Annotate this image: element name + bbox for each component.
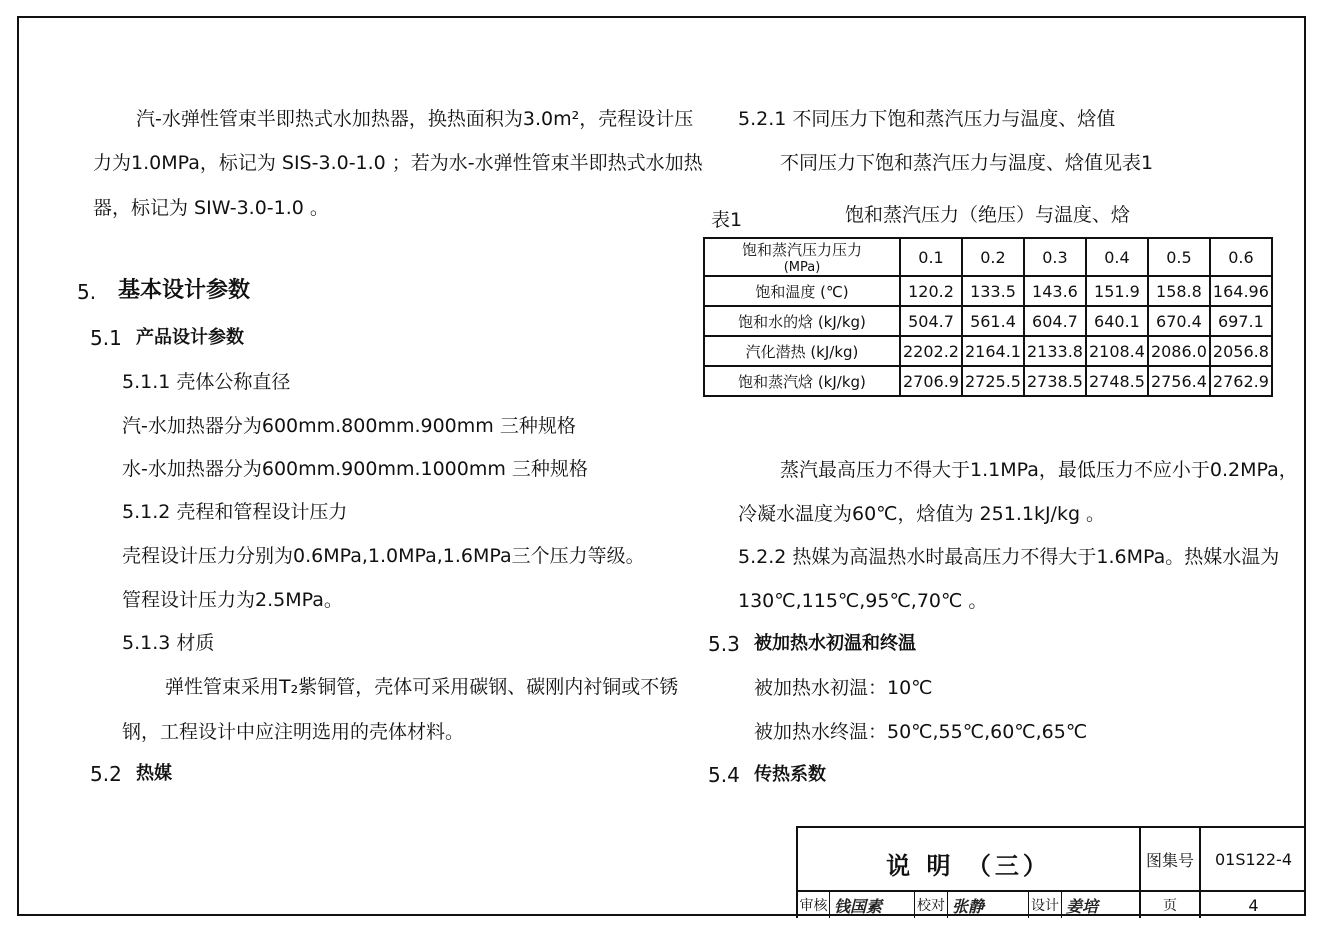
section-heading: 被加热水初温和终温 bbox=[754, 633, 916, 654]
table-cell: 2108.4 bbox=[1086, 336, 1148, 366]
check-signature: 张静 bbox=[952, 897, 985, 916]
table-cell: 151.9 bbox=[1086, 276, 1148, 306]
check-label: 校对 bbox=[914, 892, 948, 918]
table-cell: 158.8 bbox=[1148, 276, 1210, 306]
section-number: 5.1 bbox=[90, 326, 122, 350]
header-label-unit: (MPa) bbox=[783, 260, 821, 275]
atlas-number: 01S122-4 bbox=[1201, 828, 1306, 892]
table-cell: 143.6 bbox=[1024, 276, 1086, 306]
paragraph-line: 汽-水弹性管束半即热式水加热器，换热面积为3.0m²，壳程设计压 bbox=[136, 108, 694, 130]
table-row bbox=[704, 336, 1272, 366]
paragraph-line: 130℃,115℃,95℃,70℃ 。 bbox=[738, 590, 988, 612]
table-header-label bbox=[704, 238, 900, 276]
table-cell: 2202.2 bbox=[900, 336, 962, 366]
pressure-cell: 0.3 bbox=[1024, 238, 1086, 276]
paragraph-line: 力为1.0MPa，标记为 SIS-3.0-1.0 ；若为水-水弹性管束半即热式水加热 bbox=[93, 152, 703, 174]
title-cell bbox=[798, 828, 1141, 892]
table-header-row bbox=[704, 238, 1272, 276]
section-heading: 热媒 bbox=[136, 763, 172, 784]
paragraph-line: 管程设计压力为2.5MPa。 bbox=[122, 589, 343, 611]
table-cell: 164.96 bbox=[1210, 276, 1272, 306]
section-number: 5.3 bbox=[708, 632, 740, 656]
table-title: 饱和蒸汽压力（绝压）与温度、焓 bbox=[845, 204, 1131, 226]
section-heading: 产品设计参数 bbox=[136, 327, 244, 348]
table-cell: 640.1 bbox=[1086, 306, 1148, 336]
paragraph-line: 5.2.2 热媒为高温热水时最高压力不得大于1.6MPa。热媒水温为 bbox=[738, 546, 1280, 568]
row-label: 汽化潜热 (kJ/kg) bbox=[704, 336, 900, 366]
row-label: 饱和温度 (℃) bbox=[704, 276, 900, 306]
pressure-cell: 0.4 bbox=[1086, 238, 1148, 276]
paragraph-line: 蒸汽最高压力不得大于1.1MPa，最低压力不应小于0.2MPa， bbox=[780, 459, 1298, 481]
paragraph-line: 壳程设计压力分别为0.6MPa,1.0MPa,1.6MPa三个压力等级。 bbox=[122, 545, 645, 567]
table-cell: 133.5 bbox=[962, 276, 1024, 306]
table-row bbox=[704, 366, 1272, 396]
subsection-heading: 5.1.1 壳体公称直径 bbox=[122, 371, 291, 393]
table-row bbox=[704, 276, 1272, 306]
table-cell: 504.7 bbox=[900, 306, 962, 336]
page-label: 页 bbox=[1141, 892, 1201, 918]
table-cell: 670.4 bbox=[1148, 306, 1210, 336]
subsection-heading: 5.1.2 壳程和管程设计压力 bbox=[122, 501, 348, 523]
header-label-line: 饱和蒸汽压力压力 bbox=[741, 241, 862, 259]
section-number: 5.4 bbox=[708, 763, 740, 787]
paragraph-line: 汽-水加热器分为600mm.800mm.900mm 三种规格 bbox=[122, 415, 576, 437]
table-cell: 604.7 bbox=[1024, 306, 1086, 336]
table-cell: 2738.5 bbox=[1024, 366, 1086, 396]
table-cell: 2725.5 bbox=[962, 366, 1024, 396]
paragraph-line: 不同压力下饱和蒸汽压力与温度、焓值见表1 bbox=[780, 152, 1154, 174]
table-cell: 2133.8 bbox=[1024, 336, 1086, 366]
section-number: 5. bbox=[77, 280, 97, 304]
title-block bbox=[796, 826, 1306, 918]
table-cell: 2756.4 bbox=[1148, 366, 1210, 396]
subsection-heading: 5.2.1 不同压力下饱和蒸汽压力与温度、焓值 bbox=[738, 108, 1116, 130]
paragraph-line: 水-水加热器分为600mm.900mm.1000mm 三种规格 bbox=[122, 458, 588, 480]
table-cell: 120.2 bbox=[900, 276, 962, 306]
review-signature: 钱国素 bbox=[834, 897, 883, 916]
paragraph-line: 钢，工程设计中应注明选用的壳体材料。 bbox=[122, 721, 465, 743]
steam-table bbox=[703, 237, 1273, 397]
table-cell: 2748.5 bbox=[1086, 366, 1148, 396]
row-label: 饱和水的焓 (kJ/kg) bbox=[704, 306, 900, 336]
atlas-label: 图集号 bbox=[1141, 828, 1201, 892]
row-label: 饱和蒸汽焓 (kJ/kg) bbox=[704, 366, 900, 396]
table-cell: 2164.1 bbox=[962, 336, 1024, 366]
design-signature: 姜培 bbox=[1066, 897, 1099, 916]
design-label: 设计 bbox=[1028, 892, 1062, 918]
pressure-cell: 0.1 bbox=[900, 238, 962, 276]
pressure-cell: 0.5 bbox=[1148, 238, 1210, 276]
paragraph-line: 冷凝水温度为60℃，焓值为 251.1kJ/kg 。 bbox=[738, 503, 1106, 525]
table-cell: 2056.8 bbox=[1210, 336, 1272, 366]
table-label: 表1 bbox=[711, 209, 743, 231]
table-cell: 2706.9 bbox=[900, 366, 962, 396]
table-row bbox=[704, 306, 1272, 336]
paragraph-line: 被加热水终温：50℃,55℃,60℃,65℃ bbox=[754, 721, 1088, 743]
section-number: 5.2 bbox=[90, 762, 122, 786]
section-heading: 基本设计参数 bbox=[118, 278, 251, 303]
pressure-cell: 0.2 bbox=[962, 238, 1024, 276]
paragraph-line: 被加热水初温：10℃ bbox=[754, 677, 933, 699]
paragraph-line: 器，标记为 SIW-3.0-1.0 。 bbox=[93, 197, 329, 219]
table-cell: 2086.0 bbox=[1148, 336, 1210, 366]
table-cell: 2762.9 bbox=[1210, 366, 1272, 396]
pressure-cell: 0.6 bbox=[1210, 238, 1272, 276]
table-cell: 697.1 bbox=[1210, 306, 1272, 336]
paragraph-line: 弹性管束采用T₂紫铜管，壳体可采用碳钢、碳刚内衬铜或不锈 bbox=[165, 676, 679, 698]
table-cell: 561.4 bbox=[962, 306, 1024, 336]
review-label: 审核 bbox=[798, 892, 830, 918]
page-number: 4 bbox=[1248, 895, 1259, 915]
drawing-title: 说 明 （三） bbox=[886, 852, 1051, 880]
subsection-heading: 5.1.3 材质 bbox=[122, 632, 215, 654]
section-heading: 传热系数 bbox=[754, 764, 826, 785]
